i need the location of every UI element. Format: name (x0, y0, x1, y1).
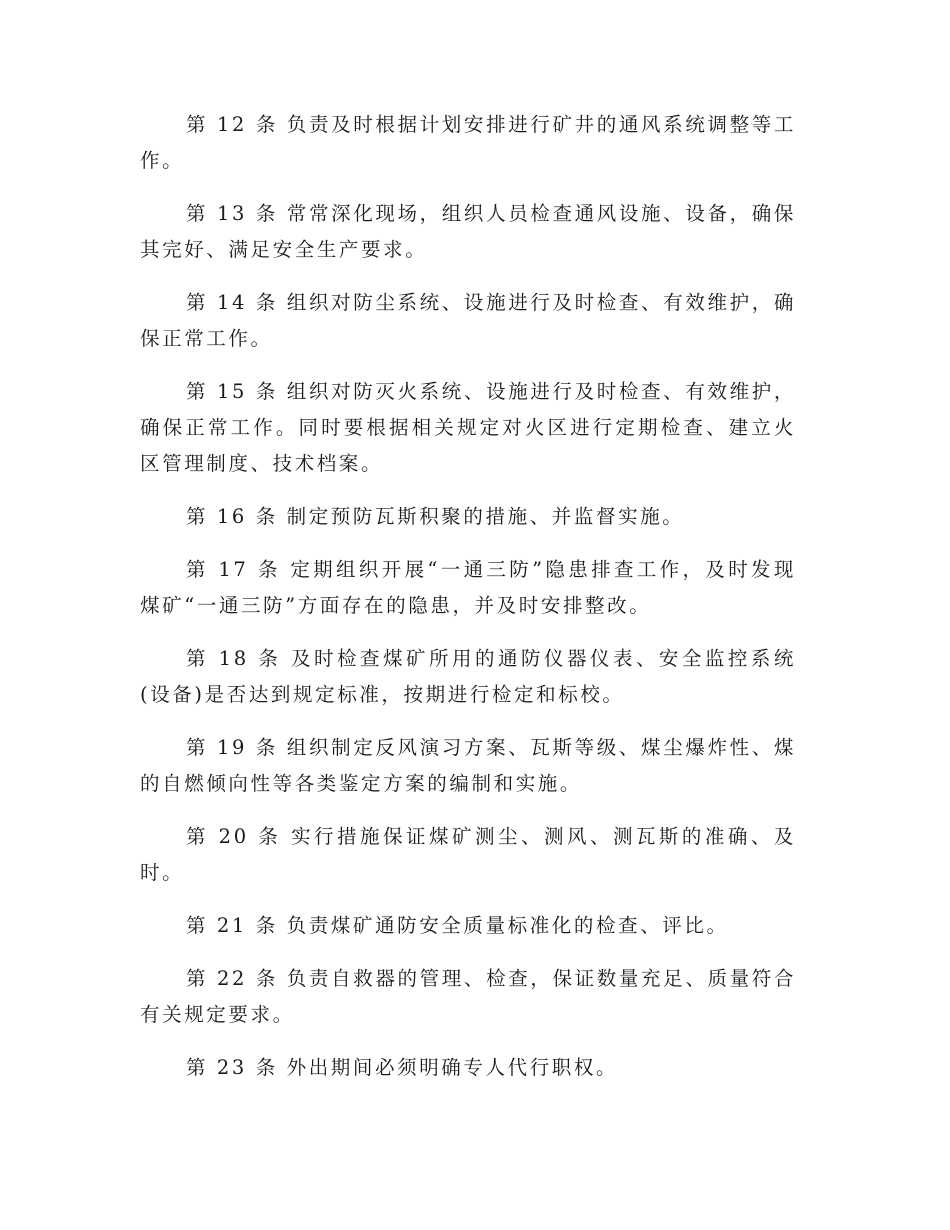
article-23: 第 23 条 外出期间必须明确专人代行职权。 (186, 1056, 619, 1079)
article-17: 第 17 条 定期组织开展“一通三防”隐患排查工作，及时发现煤矿“一通三防”方面存在的隐患，并及时安排整改。 (140, 558, 796, 617)
article-21: 第 21 条 负责煤矿通防安全质量标准化的检查、评比。 (186, 914, 729, 937)
article-13: 第 13 条 常常深化现场，组织人员检查通风设施、设备，确保其完好、满足安全生产要求。 (140, 202, 796, 261)
article-19: 第 19 条 组织制定反风演习方案、瓦斯等级、煤尘爆炸性、煤的自燃倾向性等各类鉴定方案的编制和实施。 (140, 736, 796, 795)
article-20: 第 20 条 实行措施保证煤矿测尘、测风、测瓦斯的准确、及时。 (140, 825, 796, 884)
document-body (140, 107, 796, 1103)
article-14: 第 14 条 组织对防尘系统、设施进行及时检查、有效维护，确保正常工作。 (140, 291, 796, 350)
article-16: 第 16 条 制定预防瓦斯积聚的措施、并监督实施。 (186, 505, 685, 528)
article-12: 第 12 条 负责及时根据计划安排进行矿井的通风系统调整等工作。 (140, 113, 796, 172)
article-18: 第 18 条 及时检查煤矿所用的通防仪器仪表、安全监控系统(设备)是否达到规定标准，按期进行检定和标校。 (140, 647, 796, 706)
article-15: 第 15 条 组织对防灭火系统、设施进行及时检查、有效维护，确保正常工作。同时要根据相关规定对火区进行定期检查、建立火区管理制度、技术档案。 (140, 380, 796, 475)
article-22: 第 22 条 负责自救器的管理、检查，保证数量充足、质量符合有关规定要求。 (140, 967, 796, 1026)
